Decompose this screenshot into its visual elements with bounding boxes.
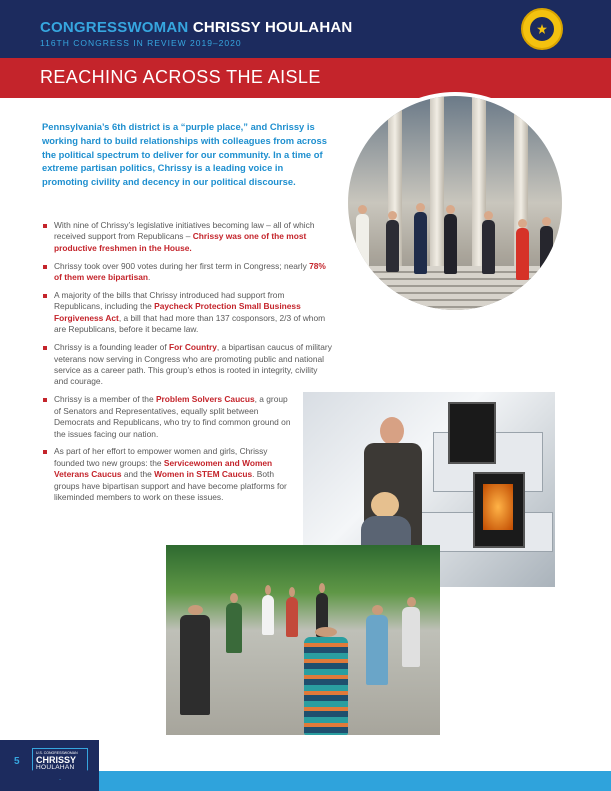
bullet-text: , a group of Senators and Representatives, equally split between Democrats and Republicans, who try to find common ground on the issues facing our nation.: [54, 394, 291, 439]
bullet-text: As part of her effort to empower women and girls, Chrissy founded two new groups: the: [54, 446, 268, 468]
person-figure: [540, 226, 553, 276]
logo-last-name: HOULAHAN: [36, 764, 75, 771]
section-title: REACHING ACROSS THE AISLE: [40, 67, 321, 87]
bullet-text: Chrissy took over 900 votes during her first term in Congress; nearly: [54, 260, 310, 271]
bullet-highlight: Chrissy was one of the most productive freshmen in the House.: [54, 231, 307, 253]
person-figure: [386, 220, 399, 272]
person-figure: [286, 597, 298, 637]
person-figure: [356, 214, 369, 274]
section-banner: [0, 58, 611, 98]
bullet-text: .: [148, 272, 151, 283]
list-item: [42, 394, 292, 440]
bullet-text: and the: [121, 469, 155, 480]
congressional-seal-icon: [521, 8, 563, 50]
logo-caption: U.S. CONGRESSWOMAN: [36, 751, 78, 755]
printer-shape: [448, 402, 496, 464]
list-item: [42, 220, 332, 254]
person-figure: [414, 212, 427, 274]
capitol-steps-photo: [344, 92, 566, 314]
bullet-highlight: For Country: [169, 342, 217, 353]
footer-logo: [32, 748, 88, 780]
bullet-highlight: Women in STEM Caucus: [154, 469, 253, 480]
person-figure: [304, 637, 348, 735]
column-shape: [430, 96, 444, 266]
march-photo: [166, 545, 440, 735]
person-figure: [226, 603, 242, 653]
page-number: 5: [14, 756, 20, 767]
seal-eagle-icon: [529, 16, 555, 42]
bullet-highlight: Problem Solvers Caucus: [155, 394, 255, 405]
page-header: [0, 0, 611, 58]
bullet-text: With nine of Chrissy’s legislative initiatives becoming law – all of which received support from Republicans –: [54, 220, 315, 242]
person-figure: [180, 615, 210, 715]
person-figure: [366, 615, 388, 685]
person-figure: [262, 595, 274, 635]
header-title-name: CHRISSY HOULAHAN: [192, 19, 353, 36]
header-subtitle: 116TH CONGRESS IN REVIEW 2019–2020: [40, 38, 242, 48]
bullet-text: A majority of the bills that Chrissy introduced had support from Republicans, including the: [54, 290, 285, 312]
list-item: [42, 290, 332, 336]
person-figure: [516, 228, 529, 280]
logo-first-name: CHRISSY: [36, 755, 77, 765]
person-figure: [402, 607, 420, 667]
person-figure: [444, 214, 457, 274]
bullet-text: , a bill that had more than 137 cosponsors, 2/3 of whom are Republicans, before it became law.: [54, 312, 326, 335]
person-figure: [482, 220, 495, 274]
achievement-list: [42, 220, 332, 510]
list-item: [42, 446, 292, 503]
header-title: [40, 19, 352, 36]
bullet-text: Chrissy is a member of the: [54, 394, 156, 405]
list-item: [42, 342, 332, 388]
bullet-highlight: Paycheck Protection Small Business Forgiveness Act: [54, 301, 301, 323]
stairs-shape: [348, 266, 566, 314]
header-title-prefix: CONGRESSWOMAN: [40, 19, 189, 36]
bullet-text: . Both groups have bipartisan support and have become platforms for likeminded members to work on these issues.: [54, 469, 287, 503]
list-item: [42, 261, 332, 284]
intro-paragraph: Pennsylvania’s 6th district is a “purple place,” and Chrissy is working hard to build relationships with colleagues from across the political spectrum to deliver for our community. In a time of extreme partisan politics, Chrissy is a leading voice in promoting civility and decency in our political discourse.: [42, 121, 327, 188]
footer-page-box: [0, 740, 99, 791]
printer-glow-shape: [483, 484, 513, 530]
bullet-text: , a bipartisan caucus of military veterans now serving in Congress who are promoting public and national service as a career path. This group’s ethos is rooted in integrity, civility and courage.: [54, 342, 332, 387]
bullet-highlight: Servicewomen and Women Veterans Caucus: [54, 457, 273, 480]
bullet-highlight: 78% of them were bipartisan: [54, 260, 326, 283]
bullet-text: Chrissy is a founding leader of: [54, 342, 169, 353]
